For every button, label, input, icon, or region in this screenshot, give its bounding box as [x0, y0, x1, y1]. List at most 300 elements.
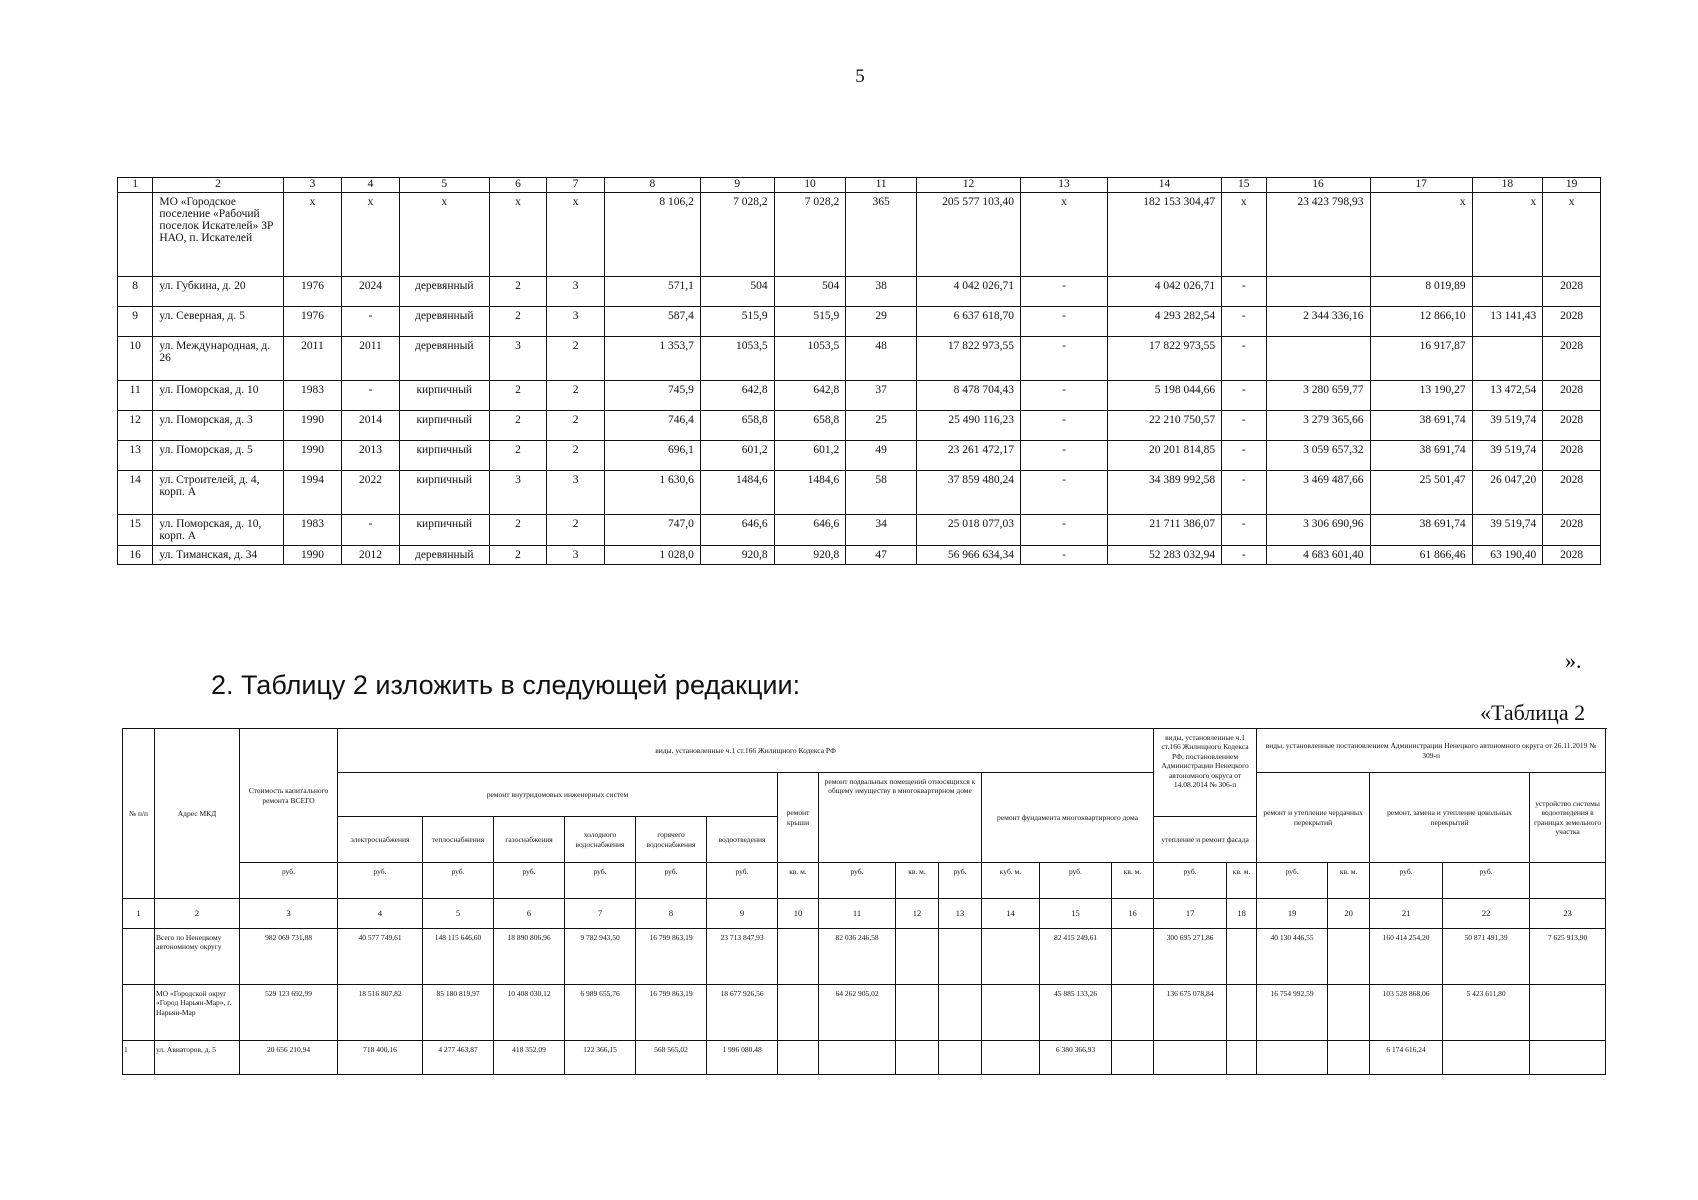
- unit-cell: руб.: [1040, 863, 1112, 899]
- table-cell: 13 472,54: [1472, 381, 1543, 411]
- h-group-housing-code: виды, установленные ч.1 ст.166 Жилищного Кодекса РФ: [338, 729, 1154, 773]
- column-number: 14: [982, 899, 1040, 929]
- column-number: 4: [342, 178, 400, 193]
- table-cell: 2: [489, 411, 547, 441]
- table-cell: 4 042 026,71: [917, 277, 1021, 307]
- table-cell: 40 130 446,55: [1257, 929, 1328, 985]
- column-number: 2: [155, 899, 240, 929]
- address-cell: ул. Северная, д. 5: [153, 307, 283, 337]
- table-cell: [1472, 337, 1543, 381]
- table-cell: 12 866,10: [1370, 307, 1472, 337]
- table-cell: 18 677 926,56: [707, 985, 778, 1041]
- column-number: 3: [240, 899, 338, 929]
- table-cell: [896, 985, 939, 1041]
- column-number: 22: [1443, 899, 1530, 929]
- table-cell: 20 656 210,94: [240, 1041, 338, 1075]
- column-number: 12: [896, 899, 939, 929]
- table-cell: 82 415 249,61: [1040, 929, 1112, 985]
- column-number: 17: [1154, 899, 1227, 929]
- table-cell: 58: [846, 471, 917, 515]
- unit-cell: руб.: [494, 863, 565, 899]
- table-cell: 6 174 616,24: [1370, 1041, 1443, 1075]
- table-cell: -: [342, 307, 400, 337]
- table-cell: 8 106,2: [604, 193, 700, 277]
- table-cell: 38 691,74: [1370, 411, 1472, 441]
- h-systems: ремонт внутридомовых инженерных систем: [338, 773, 778, 817]
- table-cell: 16 799 863,19: [636, 985, 707, 1041]
- table-cell: 300 695 271,86: [1154, 929, 1227, 985]
- table-cell: -: [1021, 381, 1108, 411]
- table-cell: -: [1021, 337, 1108, 381]
- table-cell: 8: [118, 277, 153, 307]
- table-cell: [118, 193, 153, 277]
- column-number: 1: [123, 899, 155, 929]
- table-cell: 2011: [283, 337, 342, 381]
- table-cell: х: [342, 193, 400, 277]
- column-number: 9: [707, 899, 778, 929]
- table-cell: 9: [118, 307, 153, 337]
- table-cell: 1053,5: [774, 337, 846, 381]
- table-cell: 8 478 704,43: [917, 381, 1021, 411]
- table-cell: 418 352,09: [494, 1041, 565, 1075]
- table-cell: 2: [547, 411, 605, 441]
- table-cell: 587,4: [604, 307, 700, 337]
- unit-cell: куб. м.: [982, 863, 1040, 899]
- table-cell: кирпичный: [399, 471, 489, 515]
- table-cell: 365: [846, 193, 917, 277]
- table-cell: 2: [547, 515, 605, 546]
- column-number: 20: [1328, 899, 1370, 929]
- table-cell: 14: [118, 471, 153, 515]
- table-cell: 82 036 246,58: [819, 929, 896, 985]
- table-row: [118, 277, 1601, 307]
- table-cell: 39 519,74: [1472, 411, 1543, 441]
- table-cell: [1266, 337, 1370, 381]
- h-electric: электроснабжения: [338, 817, 423, 863]
- table-cell: 2028: [1543, 381, 1601, 411]
- table-cell: -: [342, 515, 400, 546]
- table-cell: -: [1222, 277, 1266, 307]
- table-cell: -: [1021, 307, 1108, 337]
- h-facade: утепление и ремонт фасада: [1154, 817, 1257, 863]
- table-cell: -: [342, 381, 400, 411]
- table-cell: 18 890 806,96: [494, 929, 565, 985]
- table-cell: 2028: [1543, 337, 1601, 381]
- table-cell: -: [1021, 515, 1108, 546]
- table-cell: 504: [700, 277, 774, 307]
- table-cell: [123, 985, 155, 1041]
- h-coldwater: холодного водоснабжения: [565, 817, 636, 863]
- table-cell: [939, 929, 982, 985]
- table-cell: -: [1021, 277, 1108, 307]
- table-cell: 1983: [283, 381, 342, 411]
- table-cell: 17 822 973,55: [1107, 337, 1221, 381]
- unit-cell: кв. м.: [1328, 863, 1370, 899]
- column-number: 17: [1370, 178, 1472, 193]
- table-cell: 1053,5: [700, 337, 774, 381]
- table-cell: [819, 1041, 896, 1075]
- table-cell: 18 516 807,82: [338, 985, 423, 1041]
- table-cell: 2: [547, 441, 605, 471]
- table-cell: 3: [489, 471, 547, 515]
- table-row: [123, 985, 1606, 1041]
- h-no: № п/п: [123, 729, 155, 899]
- table-cell: 48: [846, 337, 917, 381]
- table-cell: [1227, 985, 1257, 1041]
- column-number-row: [118, 178, 1601, 193]
- column-number: 13: [939, 899, 982, 929]
- table-cell: 658,8: [774, 411, 846, 441]
- address-cell: ул. Поморская, д. 3: [153, 411, 283, 441]
- table-cell: 2024: [342, 277, 400, 307]
- units-row: [123, 863, 1606, 899]
- table-cell: [939, 1041, 982, 1075]
- h-group-309: виды, установленные постановлением Администрации Ненецкого автономного округа от 26.11.2019 № 309-п: [1257, 729, 1606, 773]
- table-cell: 26 047,20: [1472, 471, 1543, 515]
- unit-cell: руб.: [1370, 863, 1443, 899]
- column-number: 11: [846, 178, 917, 193]
- column-number: 21: [1370, 899, 1443, 929]
- houses-table: [117, 177, 1601, 565]
- table-cell: 160 414 254,20: [1370, 929, 1443, 985]
- table-cell: х: [283, 193, 342, 277]
- table-cell: 47: [846, 546, 917, 565]
- table-cell: -: [1222, 441, 1266, 471]
- table-cell: 4 042 026,71: [1107, 277, 1221, 307]
- table-cell: 2: [489, 441, 547, 471]
- table-cell: 25 490 116,23: [917, 411, 1021, 441]
- table-cell: 515,9: [700, 307, 774, 337]
- table-cell: 38 691,74: [1370, 441, 1472, 471]
- table-cell: х: [1472, 193, 1543, 277]
- column-number: 16: [1266, 178, 1370, 193]
- table-cell: 2028: [1543, 411, 1601, 441]
- table-cell: [982, 985, 1040, 1041]
- table-cell: -: [1021, 411, 1108, 441]
- address-cell: МО «Городской округ «Город Нарьян-Мар», г. Нарьян-Мар: [155, 985, 240, 1041]
- table-cell: 1 996 080,48: [707, 1041, 778, 1075]
- table-cell: 136 675 078,84: [1154, 985, 1227, 1041]
- table-cell: [1472, 277, 1543, 307]
- table-cell: 6 380 366,93: [1040, 1041, 1112, 1075]
- table-cell: 1976: [283, 277, 342, 307]
- address-cell: ул. Строителей, д. 4, корп. А: [153, 471, 283, 515]
- table-cell: 122 366,15: [565, 1041, 636, 1075]
- column-number: 5: [399, 178, 489, 193]
- table-cell: [1328, 929, 1370, 985]
- column-number: 8: [636, 899, 707, 929]
- h-drainage: устройство системы водоотведения в границах земельного участка: [1530, 773, 1606, 863]
- table-cell: 982 069 731,88: [240, 929, 338, 985]
- table-cell: [1112, 985, 1154, 1041]
- address-cell: Всего по Ненецкому автономному округу: [155, 929, 240, 985]
- table-row: [118, 546, 1601, 565]
- h-cost: Стоимость капитального ремонта ВСЕГО: [240, 729, 338, 863]
- table-cell: 52 283 032,94: [1107, 546, 1221, 565]
- table-cell: 646,6: [700, 515, 774, 546]
- column-number: 6: [489, 178, 547, 193]
- table-cell: 40 577 749,61: [338, 929, 423, 985]
- h-sewer: водоотведения: [707, 817, 778, 863]
- table-cell: 2: [489, 546, 547, 565]
- table-cell: 22 210 750,57: [1107, 411, 1221, 441]
- table-cell: 1990: [283, 441, 342, 471]
- table-cell: 658,8: [700, 411, 774, 441]
- table-cell: 34 389 992,58: [1107, 471, 1221, 515]
- table-cell: 49: [846, 441, 917, 471]
- table-cell: 16 799 863,19: [636, 929, 707, 985]
- column-number: 23: [1530, 899, 1606, 929]
- table-cell: 39 519,74: [1472, 515, 1543, 546]
- table-cell: 746,4: [604, 411, 700, 441]
- table-row: [123, 1041, 1606, 1075]
- table-cell: [1530, 985, 1606, 1041]
- table-cell: 3: [547, 277, 605, 307]
- unit-cell: руб.: [819, 863, 896, 899]
- column-number: 11: [819, 899, 896, 929]
- table-cell: -: [1222, 546, 1266, 565]
- table-cell: кирпичный: [399, 381, 489, 411]
- table-cell: 2028: [1543, 441, 1601, 471]
- table-row: [118, 471, 1601, 515]
- table-cell: 1: [123, 1041, 155, 1075]
- column-number: 18: [1472, 178, 1543, 193]
- column-number: 4: [338, 899, 423, 929]
- table-cell: 64 262 905,02: [819, 985, 896, 1041]
- table-cell: [1266, 277, 1370, 307]
- h-group-housing-code-306: виды, установленные ч.1 ст.166 Жилищного Кодекса РФ, постановлением Администрации Ненецкого автономного округа от 14.08.2014 № 306-п: [1154, 729, 1257, 817]
- table-cell: 3: [547, 471, 605, 515]
- unit-cell: руб.: [1257, 863, 1328, 899]
- column-number: 1: [118, 178, 153, 193]
- table-cell: [1443, 1041, 1530, 1075]
- table-cell: 25 018 077,03: [917, 515, 1021, 546]
- table-cell: 9 782 943,50: [565, 929, 636, 985]
- table-cell: 5 423 611,80: [1443, 985, 1530, 1041]
- table-cell: кирпичный: [399, 515, 489, 546]
- table-cell: 646,6: [774, 515, 846, 546]
- table-cell: [123, 929, 155, 985]
- unit-cell: кв. м.: [1112, 863, 1154, 899]
- table-cell: [1112, 929, 1154, 985]
- table-cell: 571,1: [604, 277, 700, 307]
- table-cell: деревянный: [399, 307, 489, 337]
- table-cell: 718 400,16: [338, 1041, 423, 1075]
- table-cell: [1154, 1041, 1227, 1075]
- column-number: 5: [423, 899, 494, 929]
- table-cell: 8 019,89: [1370, 277, 1472, 307]
- column-number: 19: [1257, 899, 1328, 929]
- unit-cell: руб.: [338, 863, 423, 899]
- table-cell: 3 469 487,66: [1266, 471, 1370, 515]
- table-cell: 34: [846, 515, 917, 546]
- column-number-row: [123, 899, 1606, 929]
- table-cell: 2: [489, 277, 547, 307]
- table-cell: [982, 1041, 1040, 1075]
- column-number: 13: [1021, 178, 1108, 193]
- table-cell: х: [1222, 193, 1266, 277]
- table-cell: 2: [489, 515, 547, 546]
- table-cell: 23 261 472,17: [917, 441, 1021, 471]
- table-cell: 601,2: [774, 441, 846, 471]
- table-cell: х: [489, 193, 547, 277]
- table-cell: 39 519,74: [1472, 441, 1543, 471]
- address-cell: ул. Губкина, д. 20: [153, 277, 283, 307]
- column-number: 12: [917, 178, 1021, 193]
- table-cell: 7 028,2: [700, 193, 774, 277]
- table-cell: 1 353,7: [604, 337, 700, 381]
- table-cell: 1976: [283, 307, 342, 337]
- table-cell: 2028: [1543, 546, 1601, 565]
- unit-cell: руб.: [240, 863, 338, 899]
- table-cell: кирпичный: [399, 441, 489, 471]
- table-cell: деревянный: [399, 546, 489, 565]
- table-cell: 3 306 690,96: [1266, 515, 1370, 546]
- table-cell: 529 123 692,99: [240, 985, 338, 1041]
- column-number: 16: [1112, 899, 1154, 929]
- table-cell: 7 028,2: [774, 193, 846, 277]
- table-cell: 920,8: [700, 546, 774, 565]
- table-cell: 6 637 618,70: [917, 307, 1021, 337]
- address-cell: МО «Городское поселение «Рабочий поселок Искателей» ЗР НАО, п. Искателей: [153, 193, 283, 277]
- table-cell: 568 565,02: [636, 1041, 707, 1075]
- table-cell: 4 293 282,54: [1107, 307, 1221, 337]
- table-row: [118, 193, 1601, 277]
- h-basement: ремонт подвальных помещений относящихся к общему имуществу в многоквартирном доме: [819, 773, 982, 863]
- table-cell: 1983: [283, 515, 342, 546]
- h-foundation: ремонт фундамента многоквартирного дома: [982, 773, 1154, 863]
- table-cell: 920,8: [774, 546, 846, 565]
- table-cell: 56 966 634,34: [917, 546, 1021, 565]
- unit-cell: [1530, 863, 1606, 899]
- table-cell: 13 190,27: [1370, 381, 1472, 411]
- table-cell: [896, 1041, 939, 1075]
- table-cell: -: [1222, 471, 1266, 515]
- table-row: [118, 411, 1601, 441]
- table-cell: 16 754 992,59: [1257, 985, 1328, 1041]
- table-cell: х: [1543, 193, 1601, 277]
- table-cell: 12: [118, 411, 153, 441]
- column-number: 10: [774, 178, 846, 193]
- column-number: 7: [547, 178, 605, 193]
- table-cell: 2: [489, 307, 547, 337]
- table-cell: -: [1021, 546, 1108, 565]
- repair-cost-table: [122, 728, 1606, 1075]
- table-cell: [1112, 1041, 1154, 1075]
- table-cell: 7 625 913,90: [1530, 929, 1606, 985]
- table-cell: 5 198 044,66: [1107, 381, 1221, 411]
- table-cell: 38 691,74: [1370, 515, 1472, 546]
- table-cell: [1227, 929, 1257, 985]
- table-cell: 37 859 480,24: [917, 471, 1021, 515]
- h-roof: ремонт крыши: [778, 773, 819, 863]
- table-cell: 25: [846, 411, 917, 441]
- table-cell: 205 577 103,40: [917, 193, 1021, 277]
- table-cell: х: [1021, 193, 1108, 277]
- table-cell: [982, 929, 1040, 985]
- page-number: 5: [855, 66, 865, 87]
- table-cell: 29: [846, 307, 917, 337]
- table-cell: 1484,6: [774, 471, 846, 515]
- table-cell: 2: [547, 337, 605, 381]
- table-cell: 745,9: [604, 381, 700, 411]
- table-cell: -: [1021, 441, 1108, 471]
- table-cell: 2012: [342, 546, 400, 565]
- table-cell: 3 279 365,66: [1266, 411, 1370, 441]
- column-number: 15: [1222, 178, 1266, 193]
- table-cell: 1484,6: [700, 471, 774, 515]
- table-cell: 2028: [1543, 471, 1601, 515]
- table-cell: 11: [118, 381, 153, 411]
- table-cell: 182 153 304,47: [1107, 193, 1221, 277]
- table-cell: 15: [118, 515, 153, 546]
- table-cell: деревянный: [399, 337, 489, 381]
- table-cell: 13 141,43: [1472, 307, 1543, 337]
- table-cell: 16 917,87: [1370, 337, 1472, 381]
- table-row: [118, 441, 1601, 471]
- table-cell: 17 822 973,55: [917, 337, 1021, 381]
- table-cell: 747,0: [604, 515, 700, 546]
- column-number: 3: [283, 178, 342, 193]
- table-cell: 25 501,47: [1370, 471, 1472, 515]
- table-cell: [1328, 1041, 1370, 1075]
- table-cell: [778, 1041, 819, 1075]
- table-cell: 4 683 601,40: [1266, 546, 1370, 565]
- table-cell: 3: [489, 337, 547, 381]
- table-cell: -: [1222, 307, 1266, 337]
- table-cell: 3 059 657,32: [1266, 441, 1370, 471]
- column-number: 7: [565, 899, 636, 929]
- column-number: 15: [1040, 899, 1112, 929]
- table-row: [118, 307, 1601, 337]
- table-row: [118, 337, 1601, 381]
- table-cell: 2022: [342, 471, 400, 515]
- h-cellar: ремонт, замена и утепление цокольных перекрытий: [1370, 773, 1530, 863]
- address-cell: ул. Международная, д. 26: [153, 337, 283, 381]
- h-address: Адрес МКД: [155, 729, 240, 899]
- table-cell: 2: [547, 381, 605, 411]
- table-cell: 515,9: [774, 307, 846, 337]
- table-cell: 1994: [283, 471, 342, 515]
- unit-cell: кв. м.: [1227, 863, 1257, 899]
- table-cell: 3: [547, 546, 605, 565]
- table-cell: 103 528 868,06: [1370, 985, 1443, 1041]
- table-cell: 2014: [342, 411, 400, 441]
- table-cell: 10 408 030,12: [494, 985, 565, 1041]
- table-cell: 1990: [283, 411, 342, 441]
- table-cell: 1990: [283, 546, 342, 565]
- table-cell: 504: [774, 277, 846, 307]
- table-cell: 2011: [342, 337, 400, 381]
- table-row: [118, 515, 1601, 546]
- unit-cell: руб.: [423, 863, 494, 899]
- column-number: 10: [778, 899, 819, 929]
- table-cell: 4 277 463,87: [423, 1041, 494, 1075]
- table-cell: 45 885 133,26: [1040, 985, 1112, 1041]
- table-cell: 148 115 646,60: [423, 929, 494, 985]
- unit-cell: руб.: [707, 863, 778, 899]
- table-cell: -: [1021, 471, 1108, 515]
- unit-cell: кв. м.: [778, 863, 819, 899]
- table-cell: 3 280 659,77: [1266, 381, 1370, 411]
- table-2-caption: «Таблица 2: [1480, 700, 1586, 725]
- column-number: 14: [1107, 178, 1221, 193]
- table-cell: 2028: [1543, 515, 1601, 546]
- table-cell: 3: [547, 307, 605, 337]
- table-cell: 23 423 798,93: [1266, 193, 1370, 277]
- table-cell: 20 201 814,85: [1107, 441, 1221, 471]
- table-cell: 696,1: [604, 441, 700, 471]
